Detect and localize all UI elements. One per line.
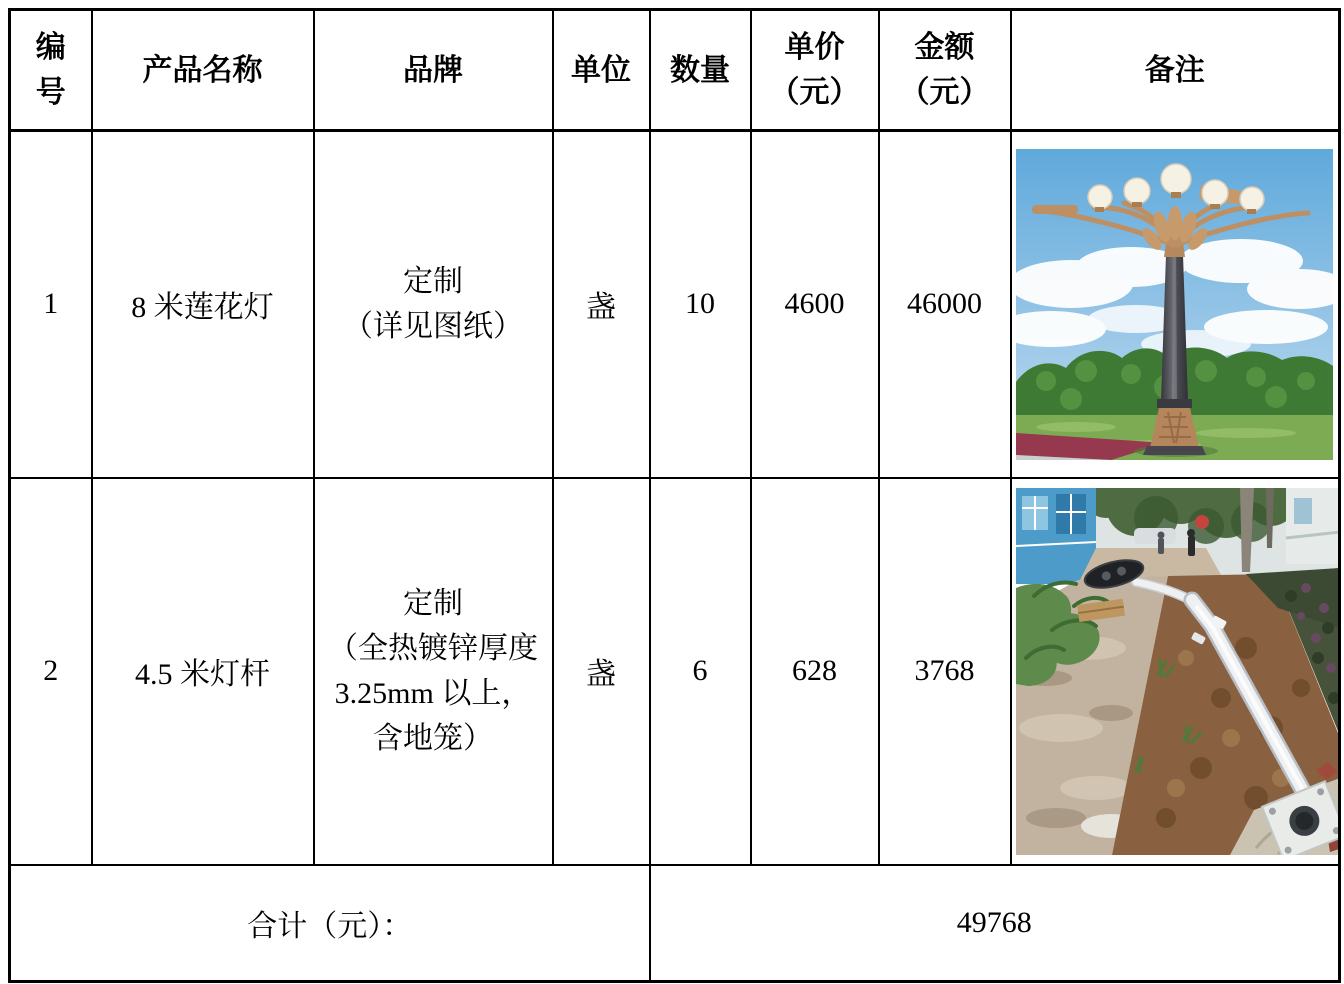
total-value: 49768	[650, 865, 1340, 982]
col-header-no-line2: 号	[35, 76, 66, 109]
row1-amount: 46000	[879, 131, 1011, 478]
col-header-product-label: 产品名称	[142, 53, 263, 87]
row1-brand-line1: 定制	[403, 265, 463, 299]
col-header-brand	[314, 10, 553, 131]
row1-unit: 盏	[553, 131, 650, 478]
col-header-no-line1: 编	[35, 31, 66, 64]
row2-qty: 6	[650, 478, 751, 865]
lamp-pole-installation-site-photo	[1016, 488, 1340, 855]
col-header-unit-label: 单位	[571, 53, 631, 87]
row2-unit-price: 628	[751, 478, 879, 865]
col-header-product	[92, 10, 314, 131]
col-header-remark-label: 备注	[1144, 53, 1205, 87]
row2-amount: 3768	[879, 478, 1011, 865]
col-header-remark	[1011, 10, 1340, 131]
row2-brand	[314, 478, 553, 865]
lotus-streetlamp-rendering-photo	[1016, 149, 1333, 460]
header-row	[10, 10, 1340, 131]
row2-no: 2	[10, 478, 92, 865]
col-header-qty-label: 数量	[670, 53, 730, 87]
table-row	[10, 478, 1340, 865]
row1-qty: 10	[650, 131, 751, 478]
row1-remark-cell	[1011, 131, 1340, 478]
row1-no: 1	[10, 131, 92, 478]
col-header-amount-line2: （元）	[899, 76, 990, 109]
row2-product: 4.5 米灯杆	[92, 478, 314, 865]
row1-product: 8 米莲花灯	[92, 131, 314, 478]
row1-unit-price: 4600	[751, 131, 879, 478]
col-header-brand-label: 品牌	[403, 53, 463, 87]
col-header-no	[10, 10, 92, 131]
quotation-table	[8, 8, 1341, 983]
total-label: 合计（元）：	[10, 865, 650, 982]
row2-unit: 盏	[553, 478, 650, 865]
row2-brand-line1: 定制	[403, 587, 463, 620]
col-header-unit-price	[751, 10, 879, 131]
col-header-amount	[879, 10, 1011, 131]
col-header-qty	[650, 10, 751, 131]
col-header-unit-price-line1: 单价	[784, 31, 845, 64]
total-row	[10, 865, 1340, 982]
row1-brand-line2: （详见图纸）	[343, 310, 523, 344]
lotus-lamp-illustration	[1016, 149, 1333, 460]
row1-brand	[314, 131, 553, 478]
table-row	[10, 131, 1340, 478]
col-header-unit	[553, 10, 650, 131]
row2-remark-cell	[1011, 478, 1340, 865]
row2-brand-line2: （全热镀锌厚度 3.25mm 以上，含地笼）	[328, 632, 538, 755]
col-header-amount-line1: 金额	[914, 31, 975, 64]
col-header-unit-price-line2: （元）	[769, 76, 860, 109]
pole-site-illustration	[1016, 488, 1340, 855]
